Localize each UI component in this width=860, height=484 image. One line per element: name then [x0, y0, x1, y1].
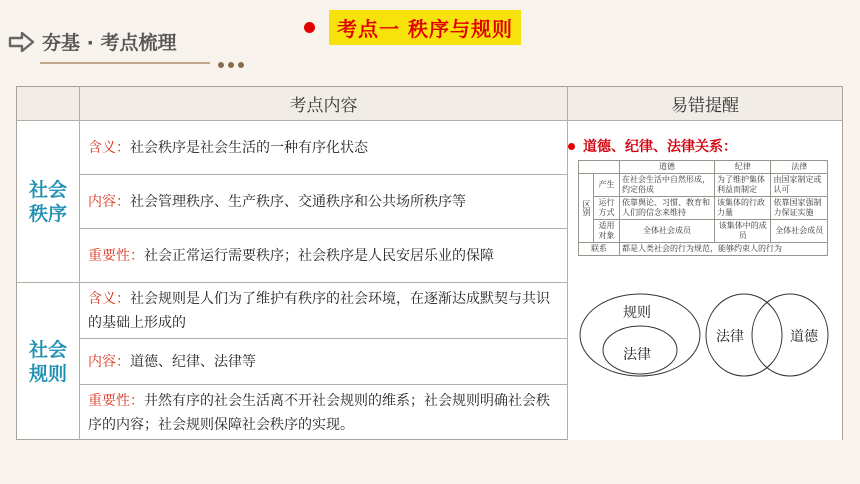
- row-text: 社会正常运行需要秩序；社会秩序是人民安居乐业的保障: [144, 247, 494, 264]
- row-text: 社会管理秩序、生产秩序、交通秩序和公共场所秩序等: [130, 193, 466, 210]
- row-key: 含义：: [88, 290, 130, 307]
- venn-inner-label: 法律: [623, 347, 651, 363]
- row-rules-meaning: [80, 283, 568, 339]
- cmp-cell: 全体社会成员: [620, 220, 715, 243]
- venn-outer-label: 规则: [623, 305, 651, 321]
- section-header: [8, 28, 176, 55]
- section-label: 夯基 · 考点梳理: [42, 32, 177, 54]
- cmp-cell: 为了维护集体利益而制定: [714, 174, 771, 197]
- arrow-right-icon: [8, 31, 36, 53]
- cmp-cell: 全体社会成员: [771, 220, 828, 243]
- venn-left-label: 法律: [716, 329, 744, 345]
- col-head: 纪律: [714, 161, 771, 174]
- bullet-icon: [304, 22, 315, 33]
- category-rules: 社会 规则: [17, 283, 80, 440]
- title-bar: [304, 10, 521, 45]
- row-rules-content: [80, 339, 568, 385]
- col-head: 道德: [620, 161, 715, 174]
- row-key: 内容：: [88, 353, 130, 370]
- venn-right-label: 道德: [790, 329, 818, 345]
- row-order-meaning: [80, 121, 568, 175]
- row-label: 适用对象: [594, 220, 620, 243]
- section-underline: [40, 62, 210, 64]
- row-text: 社会秩序是社会生活的一种有序化状态: [130, 139, 368, 156]
- comparison-table: [578, 160, 828, 256]
- row-key: 重要性：: [88, 247, 144, 264]
- row-key: 含义：: [88, 139, 130, 156]
- cmp-cell: 由国家制定或认可: [771, 174, 828, 197]
- row-label: 产生: [594, 174, 620, 197]
- diff-label: 区别: [579, 174, 594, 243]
- row-key: 重要性：: [88, 392, 144, 409]
- row-label: 运行方式: [594, 197, 620, 220]
- col-head: 法律: [771, 161, 828, 174]
- link-label: 联系: [579, 243, 620, 256]
- row-order-importance: [80, 229, 568, 283]
- category-order: 社会 秩序: [17, 121, 80, 283]
- row-text: 社会规则是人们为了维护有秩序的社会环境，在逐渐达成默契与共识的基础上形成的: [88, 290, 550, 331]
- cmp-cell: 该集体中的成员: [714, 220, 771, 243]
- row-key: 内容：: [88, 193, 130, 210]
- corner-cell: [17, 87, 80, 121]
- header-tips: 易错提醒: [568, 87, 842, 121]
- tip-heading: [568, 136, 737, 156]
- page-title: 考点一 秩序与规则: [329, 10, 521, 45]
- row-order-content: [80, 175, 568, 229]
- row-rules-importance: [80, 385, 568, 440]
- row-text: 道德、纪律、法律等: [130, 353, 256, 370]
- cmp-cell: 依靠舆论、习惯、教育和人们的信念来维持: [620, 197, 715, 220]
- decor-dots: [218, 62, 244, 68]
- cmp-cell: 依靠国家强制力保证实施: [771, 197, 828, 220]
- row-text: 井然有序的社会生活离不开社会规则的维系；社会规则明确社会秩序的内容；社会规则保障社会秩序的实现。: [88, 392, 550, 433]
- link-text: 都是人类社会的行为规范，能够约束人的行为: [620, 243, 828, 256]
- cmp-cell: 在社会生活中自然形成，约定俗成: [620, 174, 715, 197]
- bullet-icon: [568, 143, 575, 150]
- tip-title: 道德、纪律、法律关系：: [583, 139, 737, 155]
- header-content: 考点内容: [80, 87, 568, 121]
- cmp-cell: 该集体的行政力量: [714, 197, 771, 220]
